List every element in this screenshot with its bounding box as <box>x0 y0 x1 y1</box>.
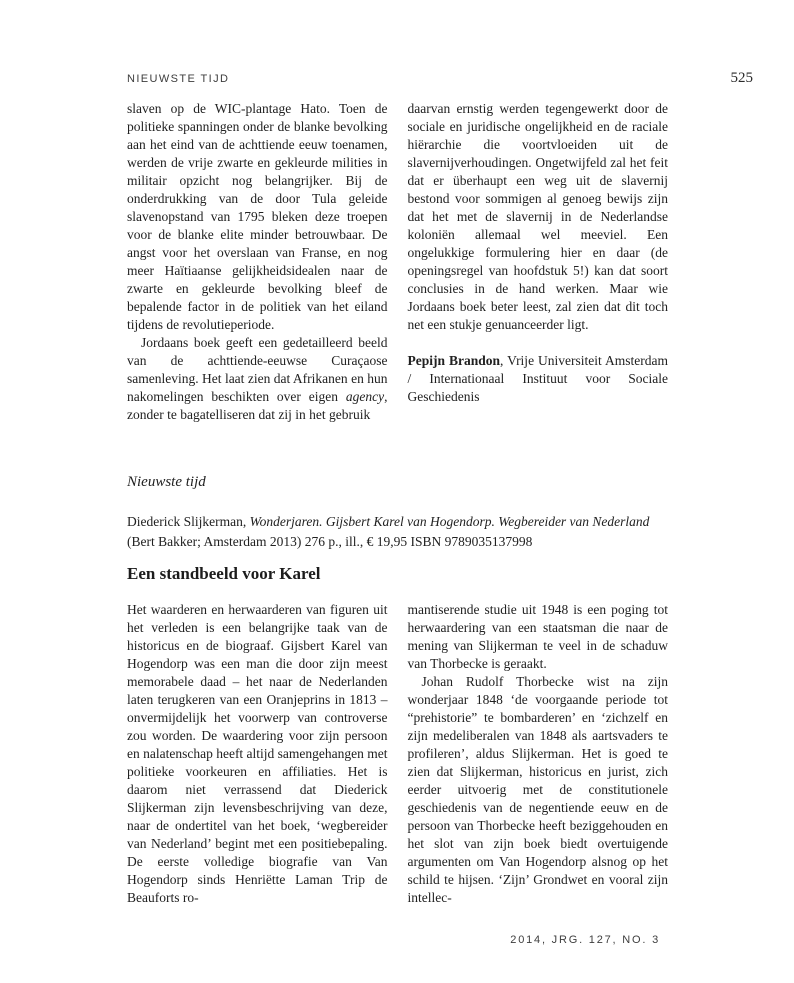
italic-term: agency <box>345 389 385 404</box>
review-1-body <box>127 100 668 424</box>
paragraph <box>127 100 388 334</box>
paragraph-text: Jordaans boek geeft een gedetailleerd beeld van de achttiende-eeuwse Curaçaose samenleving. Het laat zien dat Afrikanen en hun nakomelingen beschikten over eigen <box>127 335 388 404</box>
paragraph <box>127 601 388 907</box>
paragraph-text: mantiserende studie uit 1948 is een poging tot herwaardering van een staatsman die naar de mening van Slijkerman te veel in de schaduw van Thorbecke is geraakt. <box>407 602 668 671</box>
paragraph-text: Het waarderen en herwaarderen van figuren uit het verleden is een belangrijke taak van de historicus en de biograaf. Gijsbert Karel van Hogendorp was een man die door zijn meest memorabele daad – het naar de Nederlanden laten terugkeren van een Oranjeprins in 1813 – onvermijdelijk het voorwerp van controverse zou worden. De waardering voor zijn persoon en nalatenschap heeft altijd samengehangen met politieke voorkeuren en affiliaties. Het is daarom niet verrassend dat Diederick Slijkerman zijn levensbeschrijving van deze, naar de ondertitel van het boek, ‘wegbereider van Nederland’ begint met een positiebepaling. De eerste volledige biografie van Van Hogendorp sinds Henriëtte Laman Trip de Beauforts ro- <box>127 602 388 905</box>
review-1-left-column <box>127 100 388 424</box>
paragraph-text: , zonder te bagatelliseren dat zij in het gebruik <box>127 389 388 422</box>
paragraph-text: daarvan ernstig werden tegengewerkt door de sociale en juridische ongelijkheid en de raciale hiërarchie die voortvloeiden uit de slavernijverhoudingen. Ongetwijfeld zal het feit dat er überhaupt een weg uit de slavernij bestond voor sommigen al genoeg bewijs zijn dat het met de slavernij in de Nederlandse koloniën allemaal wel meeviel. Een ongelukkige formulering hier en daar (de openingsregel van hoofdstuk 5!) kan dat soort conclusies in de hand werken. Maar wie Jordaans boek beter leest, zal zien dat dit toch net een stukje genuanceerder ligt. <box>407 101 668 332</box>
review-2-body <box>127 601 668 907</box>
running-head: NIEUWSTE TIJD <box>127 73 230 85</box>
citation-book-title: Wonderjaren. Gijsbert Karel van Hogendorp. Wegbereider van Nederland <box>249 514 650 529</box>
paragraph <box>408 100 669 334</box>
paragraph-text: slaven op de WIC-plantage Hato. Toen de politieke spanningen onder de blanke bevolking aan het eind van de achttiende eeuw toenamen, werden de vrije zwarte en gekleurde milities in militair opzicht nog belangrijker. Bij de onderdrukking van de door Tula geleide slavenopstand van 1795 bleken deze troepen voor de blanke elite minder betrouwbaar. De angst voor het overslaan van Franse, en nog meer Haïtiaanse gelijkheidsidealen naar de zwarte en gekleurde bevolking bleef de bepalende factor in de politiek van het eiland tijdens de revolutieperiode. <box>127 101 388 332</box>
review-title-block <box>127 564 320 584</box>
reviewer-signature <box>408 352 669 406</box>
page-number: 525 <box>730 70 753 86</box>
paragraph <box>408 673 669 907</box>
reviewer-name: Pepijn Brandon <box>407 353 501 368</box>
citation-author: Diederick Slijkerman, <box>127 514 250 529</box>
review-2-left-column <box>127 601 388 907</box>
issue-line: 2014, JRG. 127, NO. 3 <box>510 934 660 946</box>
review-title: Een standbeeld voor Karel <box>127 564 321 583</box>
review-1-right-column <box>408 100 669 424</box>
book-citation <box>127 512 668 552</box>
review-2-right-column <box>408 601 669 907</box>
paragraph <box>127 334 388 424</box>
review-2-columns <box>127 601 668 907</box>
review-1-columns <box>127 100 668 424</box>
paragraph-text: Johan Rudolf Thorbecke wist na zijn wonderjaar 1848 ‘de voorgaande periode tot “prehistorie” te bombarderen’ en ‘zichzelf en zijn medeliberalen van 1848 als aartsvaders te profileren’, aldus Slijkerman. Het is goed te zien dat Slijkerman, historicus en jurist, zich eerder uitvoerig met de constitutionele geschiedenis van de negentiende eeuw en de persoon van Thorbecke heeft beziggehouden en het slot van zijn boek biedt overtuigende argumenten om Van Hogendorp alsnog op het schild te hijsen. ‘Zijn’ Grondwet en vooral zijn intellec- <box>407 674 668 905</box>
paragraph <box>408 601 669 673</box>
reviewer-affiliation: , Vrije Universiteit Amsterdam / Internationaal Instituut voor Sociale Geschiedenis <box>407 353 668 404</box>
page-header <box>127 70 753 87</box>
citation-details: (Bert Bakker; Amsterdam 2013) 276 p., ill., € 19,95 ISBN 9789035137998 <box>127 534 533 549</box>
section-heading: Nieuwste tijd <box>127 474 206 490</box>
